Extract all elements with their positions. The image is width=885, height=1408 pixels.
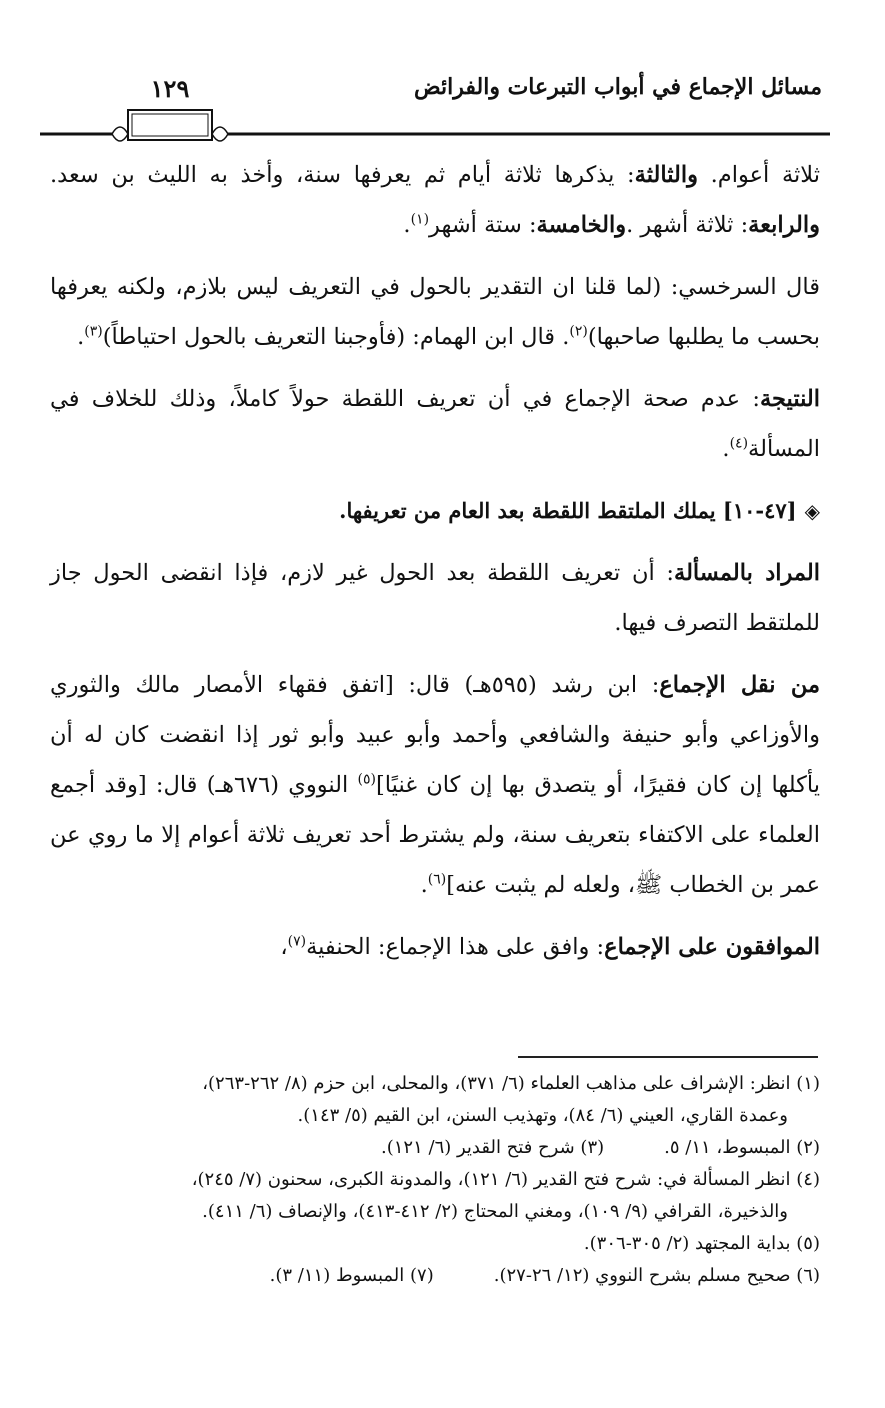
paragraph-meaning: المراد بالمسألة: أن تعريف اللقطة بعد الحول غير لازم، فإذا انقضى الحول جاز للملتقط التصرف فيها.: [50, 560, 821, 636]
footnote-divider: [518, 1056, 818, 1058]
label-result: النتيجة: [759, 386, 820, 412]
label-fourth: والرابعة: [748, 212, 820, 238]
paragraph-sarakhsi: قال السرخسي: (لما قلنا ان التقدير بالحول في التعريف ليس بلازم، ولكنه يعرفها بحسب ما يطلبها صاحبها)$^{(٢)}$. قال ابن الهمام: (فأوجبنا التعريف بالحول احتياطاً)$^{(٣)}$.: [50, 274, 820, 350]
footnote-4: (٤) انظر المسألة في: شرح فتح القدير (٦/ ١٢١)، والمدونة الكبرى، سحنون (٧/ ٢٤٥)، والذخيرة، القرافي (٩/ ١٠٩)، ومغني المحتاج (٢/ ٤١٢-٤١٣)، والإنصاف (٦/ ٤١١).: [191, 1169, 820, 1222]
paragraph-agreeing: الموافقون على الإجماع: وافق على هذا الإجماع: الحنفية$^{(٧)}$،: [280, 933, 820, 960]
footnote-row-6-7: [40, 1260, 820, 1292]
footnote-ref-2[interactable]: (٢): [569, 323, 588, 340]
footnote-ref-7[interactable]: (٧): [287, 933, 307, 950]
label-transmitters: من نقل الإجماع: [659, 672, 820, 698]
footnote-ref-1[interactable]: (١): [410, 211, 430, 228]
issue-heading: [50, 486, 820, 536]
footnote-6: (٦) صحيح مسلم بشرح النووي (١٢/ ٢٦-٢٧).: [493, 1265, 820, 1286]
footnotes: [40, 1068, 820, 1292]
footnote-5: (٥) بداية المجتهد (٢/ ٣٠٥-٣٠٦).: [583, 1233, 820, 1254]
footnote-7: (٧) المبسوط (١١/ ٣).: [269, 1265, 434, 1286]
running-title: مسائل الإجماع في أبواب التبرعات والفرائض: [414, 74, 822, 100]
footnote-ref-5[interactable]: (٥): [357, 771, 377, 788]
paragraph-opinions: ثلاثة أعوام. والثالثة: يذكرها ثلاثة أيام ثم يعرفها سنة، وأخذ به الليث بن سعد. والرابعة: ثلاثة أشهر .والخامسة: ستة أشهر$^{(١)}$.: [50, 162, 820, 238]
header-ornament-rule: [40, 102, 830, 144]
footnote-ref-4[interactable]: (٤): [729, 435, 749, 452]
label-third: والثالثة: [634, 162, 698, 188]
diamond-icon: ◈: [804, 499, 820, 523]
footnote-3: (٣) شرح فتح القدير (٦/ ١٢١).: [381, 1137, 605, 1158]
footnote-ref-3[interactable]: (٣): [84, 323, 103, 340]
footnote-1: (١) انظر: الإشراف على مذاهب العلماء (٦/ ٣٧١)، والمحلى، ابن حزم (٨/ ٢٦٢-٢٦٣)، وعمدة القاري، العيني (٦/ ٨٤)، وتهذيب السنن، ابن القيم (٥/ ١٤٣).: [202, 1073, 820, 1126]
paragraph-result: النتيجة: عدم صحة الإجماع في أن تعريف اللقطة حولاً كاملاً، وذلك للخلاف في المسألة$^{(٤)}$.: [50, 386, 820, 462]
footnote-row-2-3: [40, 1132, 820, 1164]
page-number: ١٢٩: [150, 74, 190, 103]
page-header: [40, 70, 830, 130]
label-agreeing: الموافقون على الإجماع: [604, 934, 820, 960]
label-fifth: والخامسة: [536, 212, 627, 238]
main-text: [50, 150, 820, 984]
paragraph-transmitters: من نقل الإجماع: ابن رشد (٥٩٥هـ) قال: [اتفق فقهاء الأمصار مالك والثوري والأوزاعي وأبو حنيفة والشافعي وأحمد وأبو عبيد وأبو ثور إذا انقضت كان له أن يأكلها إن كان فقيرًا، أو يتصدق بها إن كان غنيًا]$^{(٥)}$ النووي (٦٧٦هـ) قال: [وقد أجمع العلماء على الاكتفاء بتعريف سنة، ولم يشترط أحد تعريف ثلاثة أعوام إلا ما روي عن عمر بن الخطاب ﷺ، ولعله لم يثبت عنه]$^{(٦)}$.: [50, 672, 820, 898]
label-meaning: المراد بالمسألة: [674, 560, 821, 586]
footnote-ref-6[interactable]: (٦): [427, 871, 447, 888]
footnote-2: (٢) المبسوط، ١١/ ٥.: [664, 1137, 820, 1158]
issue-title: [٤٧-١٠] يملك الملتقط اللقطة بعد العام من تعريفها.: [339, 498, 797, 523]
